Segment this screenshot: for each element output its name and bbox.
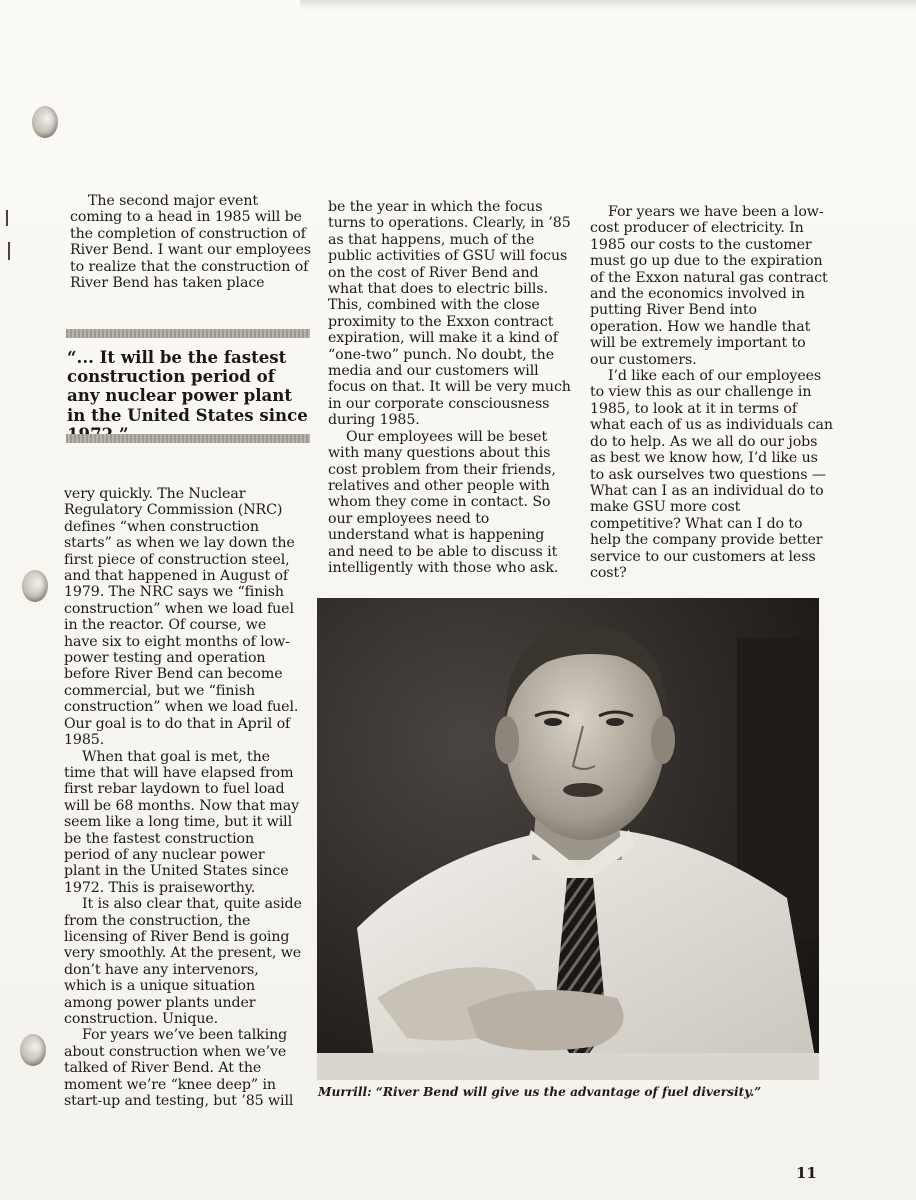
paragraph: When that goal is met, the time that will have elapsed from first rebar laydown to fuel load will be 68 months. Now that may seem like a long time, but it will be the fastest construction period of any nuclear power plant in the United States since 1972. This is praiseworthy. [64, 748, 300, 896]
margin-mark [8, 242, 10, 260]
paragraph: For years we’ve been talking about construction when we’ve talked of River Bend. At the moment we’re “knee deep” in start-up and testing, but ’85 will [64, 1027, 294, 1110]
paragraph: very quickly. The Nuclear Regulatory Commission (NRC) defines “when construction starts” as when we lay down the first piece of construction steel, and that happened in August of 1979. The NRC says we “finish construction” when we load fuel in the reactor. Of course, we have six to eight months of low-power testing and operation before River Bend can become commercial, but we “finish construction” when we load fuel. Our goal is to do that in April of 1985. [64, 486, 299, 749]
pull-quote-rule-bottom [66, 434, 310, 443]
paragraph: The second major event coming to a head in 1985 will be the completion of construction of River Bend. I want our employees to realize that the construction of River Bend has taken place [70, 193, 311, 292]
page-top-shadow [300, 0, 916, 10]
paragraph: be the year in which the focus turns to operations. Clearly, in ’85 as that happens, much of the public activities of GSU will focus on the cost of River Bend and what that does to electric bills. This, combined with the close proximity to the Exxon contract expiration, will make it a kind of “one-two” punch. No doubt, the media and our customers will focus on that. It will be very much in our corporate consciousness during 1985. [328, 199, 571, 429]
portrait-illustration [317, 598, 819, 1080]
column-3 [590, 204, 834, 581]
portrait-photo [317, 598, 819, 1080]
paragraph: I’d like each of our employees to view this as our challenge in 1985, to look at it in terms of what each of us as individuals can do to help. As we all do our jobs as best we know how, I’d like us to ask ourselves two questions — What can I as an individual do to make GSU more cost competitive? What can I do to help the company provide better service to our customers at less cost? [590, 368, 833, 581]
paragraph: Our employees will be beset with many questions about this cost problem from their friends, relatives and other people with whom they come in contact. So our employees need to understand what is happening and need to be able to discuss it intelligently with those who ask. [328, 428, 559, 576]
binder-hole-top [32, 106, 58, 138]
photo-caption: Murrill: “River Bend will give us the advantage of fuel diversity.” [318, 1085, 762, 1099]
column-1-top [70, 193, 312, 291]
binder-hole-bottom [20, 1034, 46, 1066]
column-1-bottom [64, 486, 304, 1109]
binder-hole-middle [22, 570, 48, 602]
paragraph: It is also clear that, quite aside from the construction, the licensing of River Bend is going very smoothly. At the present, we don’t have any intervenors, which is a unique situation among power plants under construction. Unique. [64, 896, 302, 1027]
column-2 [328, 199, 574, 576]
pull-quote-rule-top [66, 329, 310, 338]
page-number: 11 [796, 1164, 817, 1182]
pull-quote: “... It will be the fastest construction period of any nuclear power plant in the United States since [67, 347, 308, 425]
margin-mark [6, 210, 8, 226]
paragraph: For years we have been a low-cost producer of electricity. In 1985 our costs to the customer must go up due to the expiration of the Exxon natural gas contract and the economics involved in putting River Bend into operation. How we handle that will be extremely important to our customers. [590, 204, 828, 368]
